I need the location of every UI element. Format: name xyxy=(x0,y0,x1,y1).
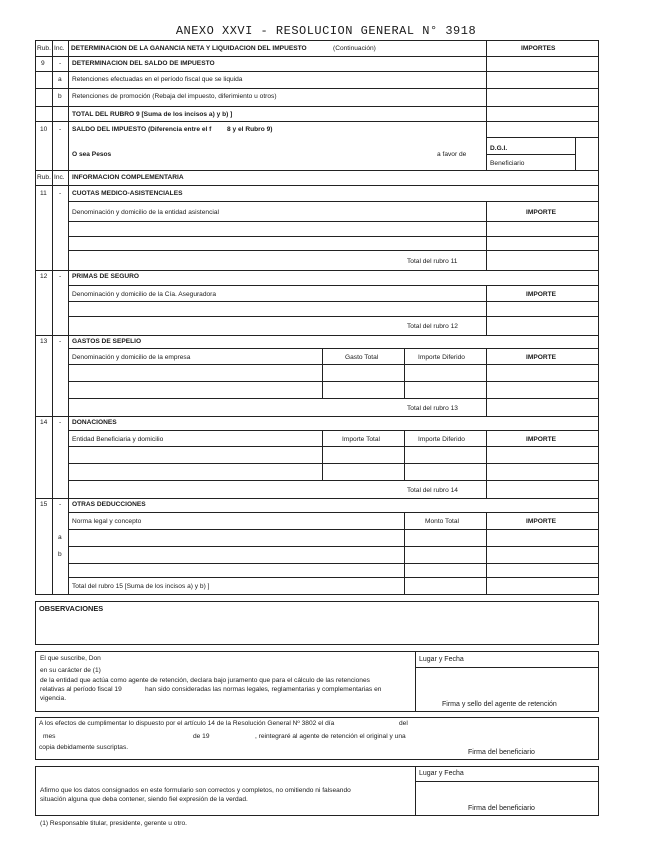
r15-column-label: Norma legal y concepto xyxy=(72,518,142,525)
divider xyxy=(68,285,599,286)
r13-column-label: Denominación y domicilio de la empresa xyxy=(72,354,191,361)
r14-total: Total del rubro 14 xyxy=(407,487,458,494)
info-title: INFORMACION COMPLEMENTARIA xyxy=(72,174,184,181)
r14-dash: - xyxy=(59,419,62,426)
r11-number: 11 xyxy=(40,190,47,197)
divider xyxy=(68,236,599,237)
r11-title: CUOTAS MEDICO-ASISTENCIALES xyxy=(72,190,183,197)
footnote: (1) Responsable titular, presidente, gerente u otro. xyxy=(40,820,187,827)
r10-check-divider xyxy=(575,137,576,170)
r15-dash: - xyxy=(59,501,62,508)
r15-monto-total: Monto Total xyxy=(425,518,459,525)
document-title: ANEXO XXVI - RESOLUCION GENERAL N° 3918 xyxy=(175,24,477,38)
divider xyxy=(35,270,599,271)
r15-number: 15 xyxy=(40,501,48,508)
r13-dash: - xyxy=(59,338,62,345)
r9-total: TOTAL DEL RUBRO 9 [Suma de los incisos a) y b) ] xyxy=(72,111,233,118)
divider xyxy=(68,348,599,349)
r13-importe: IMPORTE xyxy=(526,354,557,361)
divider xyxy=(68,201,599,202)
r9-dash: - xyxy=(59,60,62,67)
divider xyxy=(35,121,599,122)
decl1-line5: vigencia. xyxy=(40,695,67,702)
r14-importe-total: Importe Total xyxy=(342,436,380,443)
r10-beneficiario: Beneficiario xyxy=(490,160,525,167)
divider xyxy=(35,71,599,72)
divider xyxy=(68,480,599,481)
r14-col-line xyxy=(486,430,487,498)
r13-total: Total del rubro 13 xyxy=(407,405,458,412)
r10-title-b: 8 y el Rubro 9) xyxy=(227,126,273,133)
decl1-line2: en su carácter de (1) xyxy=(40,667,101,674)
divider xyxy=(486,137,599,138)
divider xyxy=(68,512,599,513)
divider xyxy=(68,250,599,251)
divider xyxy=(68,301,599,302)
decl2-line1b: del xyxy=(399,720,408,727)
r10-dash: - xyxy=(59,126,62,133)
divider xyxy=(35,56,599,57)
divider xyxy=(68,221,599,222)
decl1-line1: El que suscribe, Don xyxy=(40,655,101,662)
r9-title: DETERMINACION DEL SALDO DE IMPUESTO xyxy=(72,60,215,67)
r9-b-letter: b xyxy=(58,93,62,100)
divider xyxy=(68,577,599,578)
decl1-line4b: han sido consideradas las normas legales, reglamentarias y complementarias en xyxy=(145,686,382,693)
declaration-beneficiario-divider xyxy=(415,766,416,816)
r15-importe: IMPORTE xyxy=(526,518,557,525)
r10-number: 10 xyxy=(40,126,48,133)
r11-total: Total del rubro 11 xyxy=(407,258,458,265)
decl3-firma: Firma del beneficiario xyxy=(468,805,535,812)
decl2-firma: Firma del beneficiario xyxy=(468,749,535,756)
decl3-line2: situación alguna que deba contener, siendo fiel expresión de la verdad. xyxy=(40,796,248,803)
r13-col-line xyxy=(322,348,323,398)
decl1-line3: de la entidad que actúa como agente de retención, declara bajo juramento que para el cálculo de las retenciones xyxy=(40,677,370,684)
r12-importe-line xyxy=(486,285,487,335)
divider xyxy=(35,416,599,417)
r14-importe: IMPORTE xyxy=(526,436,557,443)
r13-gasto-total: Gasto Total xyxy=(345,354,379,361)
r15-a-letter: a xyxy=(58,534,62,541)
divider xyxy=(68,316,599,317)
r10-favor: a favor de xyxy=(437,151,467,158)
divider xyxy=(68,529,599,530)
r13-col-line xyxy=(486,348,487,416)
r11-dash: - xyxy=(59,190,62,197)
r9-b-text: Retenciones de promoción (Rebaja del impuesto, diferimiento u otros) xyxy=(72,93,277,100)
r12-total: Total del rubro 12 xyxy=(407,323,458,330)
decl1-firma: Firma y sello del agente de retención xyxy=(442,701,557,708)
r12-dash: - xyxy=(59,273,62,280)
divider xyxy=(68,546,599,547)
r12-importe: IMPORTE xyxy=(526,291,557,298)
r13-title: GASTOS DE SEPELIO xyxy=(72,338,142,345)
r14-col-line xyxy=(404,430,405,480)
divider xyxy=(35,170,599,171)
header-continuation: (Continuación) xyxy=(333,45,376,52)
decl3-lugar-fecha: Lugar y Fecha xyxy=(419,770,464,777)
info-rub: Rub. xyxy=(37,174,51,181)
r10-title-a: SALDO DEL IMPUESTO (Diferencia entre el f xyxy=(72,126,212,133)
decl2-line2b: de 19 xyxy=(193,733,210,740)
decl1-lugar-fecha: Lugar y Fecha xyxy=(419,656,464,663)
divider xyxy=(68,364,599,365)
r15-title: OTRAS DEDUCCIONES xyxy=(72,501,146,508)
divider xyxy=(35,88,599,89)
divider xyxy=(68,430,599,431)
divider xyxy=(486,154,575,155)
divider xyxy=(68,563,599,564)
divider xyxy=(68,446,599,447)
decl2-line1a: A los efectos de cumplimentar lo dispuesto por el artículo 14 de la Resolución General Nº 3802 el día xyxy=(39,720,335,727)
r13-number: 13 xyxy=(40,338,48,345)
r13-col-line xyxy=(404,348,405,398)
r14-importe-diferido: Importe Diferido xyxy=(418,436,465,443)
divider xyxy=(68,398,599,399)
r9-a-text: Retenciones efectuadas en el período fiscal que se liquida xyxy=(72,76,243,83)
divider xyxy=(35,498,599,499)
observaciones-title: OBSERVACIONES xyxy=(39,604,104,613)
r15-col-line xyxy=(486,512,487,595)
r10-dgi: D.G.I. xyxy=(490,145,508,152)
divider xyxy=(35,185,599,186)
r15-col-line xyxy=(404,512,405,595)
decl2-line3: copia debidamente suscriptas. xyxy=(39,744,129,751)
r12-number: 12 xyxy=(40,273,48,280)
divider xyxy=(68,381,599,382)
header-importes: IMPORTES xyxy=(521,45,556,52)
r9-number: 9 xyxy=(41,60,45,67)
r12-title: PRIMAS DE SEGURO xyxy=(72,273,140,280)
importes-column-line xyxy=(486,40,487,170)
info-inc: Inc. xyxy=(54,174,65,181)
r11-column-label: Denominación y domicilio de la entidad asistencial xyxy=(72,209,219,216)
r14-title: DONACIONES xyxy=(72,419,117,426)
divider xyxy=(415,781,599,782)
r15-b-letter: b xyxy=(58,551,62,558)
header-rub: Rub. xyxy=(37,45,51,52)
r9-a-letter: a xyxy=(58,76,62,83)
r10-pesos: O sea Pesos xyxy=(72,151,112,158)
r11-importe: IMPORTE xyxy=(526,209,557,216)
r13-importe-diferido: Importe Diferido xyxy=(418,354,465,361)
decl2-line2c: , reintegraré al agente de retención el original y una xyxy=(255,733,406,740)
observaciones-box xyxy=(35,601,599,645)
r15-total: Total del rubro 15 [Suma de los incisos a) y b) ] xyxy=(72,583,210,590)
decl3-line1: Afirmo que los datos consignados en este formulario son correctos y completos, no omitiendo ni falseando xyxy=(40,787,351,794)
decl2-line2a: mes xyxy=(43,733,56,740)
decl1-line4a: relativas al período fiscal 19 xyxy=(40,686,122,693)
rub-column-line xyxy=(52,40,53,595)
declaration-agent-divider xyxy=(415,651,416,712)
r14-number: 14 xyxy=(40,419,48,426)
divider xyxy=(35,335,599,336)
divider xyxy=(35,106,599,107)
header-inc: Inc. xyxy=(54,45,65,52)
divider xyxy=(68,463,599,464)
header-desc: DETERMINACION DE LA GANANCIA NETA Y LIQUIDACION DEL IMPUESTO xyxy=(71,45,307,52)
r14-col-line xyxy=(322,430,323,480)
r14-column-label: Entidad Beneficiaria y domicilio xyxy=(72,436,164,443)
divider xyxy=(415,667,599,668)
r12-column-label: Denominación y domicilio de la Cía. Aseguradora xyxy=(72,291,217,298)
